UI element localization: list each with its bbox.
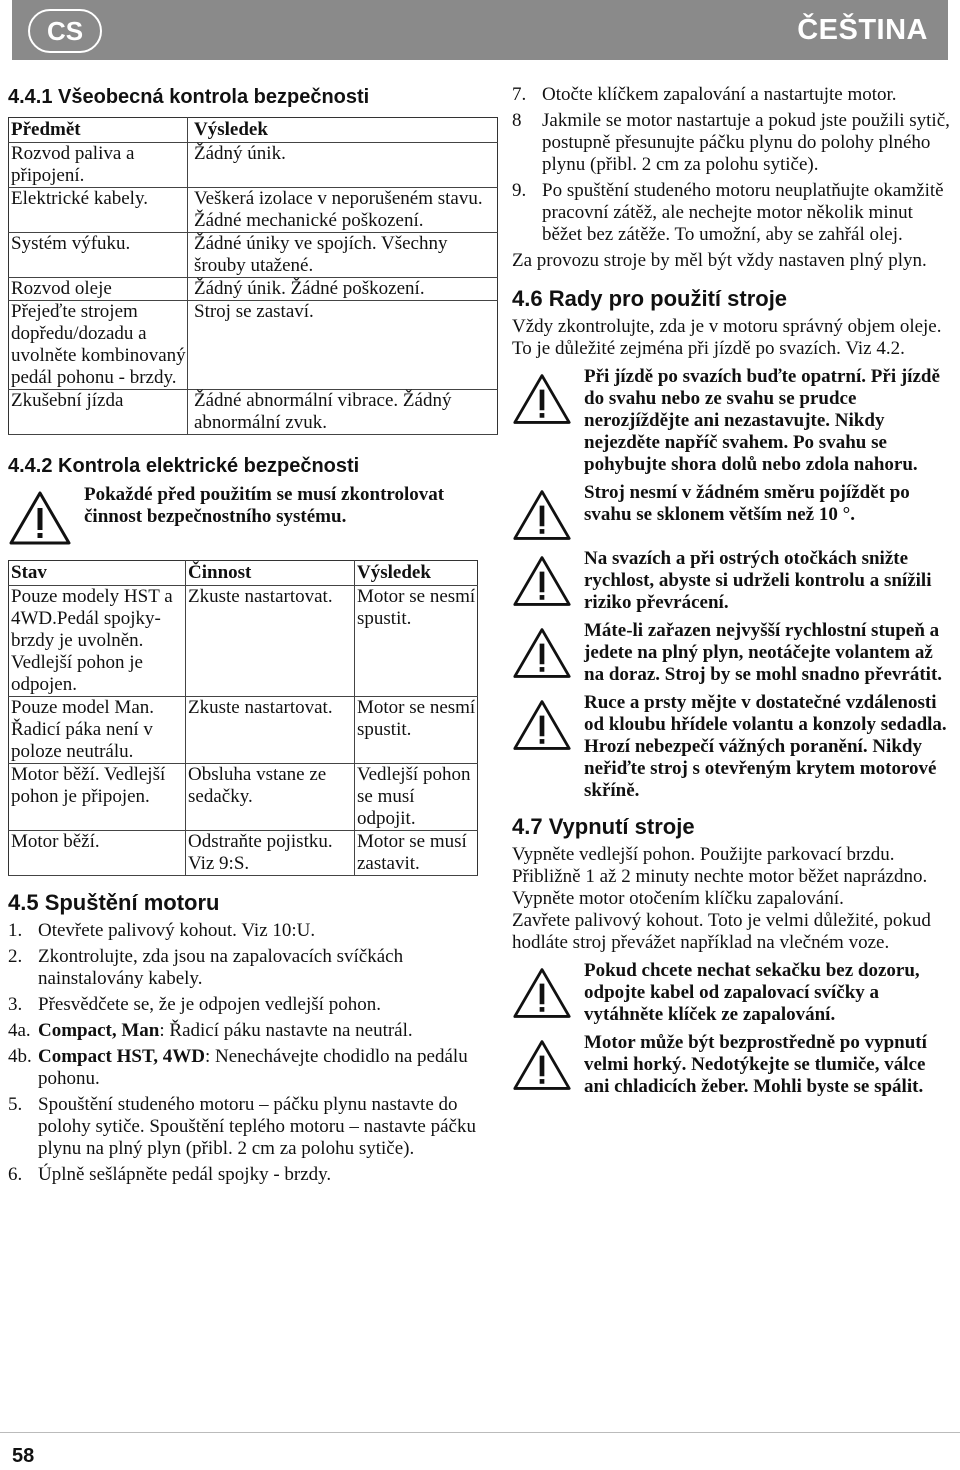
language-badge: CS bbox=[28, 9, 102, 53]
table-cell: Motor běží. Vedlejší pohon je připojen. bbox=[9, 764, 186, 831]
warning-block bbox=[8, 484, 480, 546]
section-45-heading: 4.5 Spuštění motoru bbox=[8, 890, 220, 915]
start-engine-steps-continued bbox=[512, 84, 952, 246]
step-number: 3. bbox=[8, 994, 23, 1015]
step-text: : Nenechávejte chodidlo na pedálu pohonu. bbox=[38, 1046, 468, 1089]
language-title: ČEŠTINA bbox=[797, 14, 928, 46]
warning-text: Pokaždé před použitím se musí zkontrolovat činnost bezpečnostního systému. bbox=[84, 484, 445, 527]
table-row bbox=[9, 831, 478, 876]
warning-block bbox=[512, 960, 952, 1026]
table-header-row bbox=[9, 561, 478, 586]
footer-divider bbox=[0, 1432, 960, 1433]
paragraph: Zavřete palivový kohout. Toto je velmi důležité, pokud hodláte stroj převážet například na vlečném voze. bbox=[512, 910, 931, 953]
table-cell: Stroj se zastaví. bbox=[188, 301, 498, 390]
warning-text: Máte-li zařazen nejvyšší rychlostní stupeň a jedete na plný plyn, neotáčejte volantem až na doraz. Stroj by se mohl snadno převrátit. bbox=[584, 620, 943, 685]
table-row bbox=[9, 697, 478, 764]
step-text: Jakmile se motor nastartuje a pokud jste použili sytič, postupně přesunujte páčku plynu do polohy plného plynu (přibl. 2 cm za polohu sytiče). bbox=[542, 110, 950, 175]
table-cell: Žádné abnormální vibrace. Žádný abnormální zvuk. bbox=[188, 390, 498, 435]
warning-icon bbox=[512, 966, 572, 1020]
list-item bbox=[512, 110, 952, 176]
column-header: Předmět bbox=[9, 118, 188, 143]
start-engine-steps bbox=[8, 920, 480, 1186]
warning-icon bbox=[8, 490, 72, 546]
step-number: 1. bbox=[8, 920, 23, 941]
table-header-row bbox=[9, 118, 498, 143]
right-column bbox=[512, 82, 952, 1102]
table-cell: Žádný únik. bbox=[188, 143, 498, 188]
table-cell: Vedlejší pohon se musí odpojit. bbox=[355, 764, 478, 831]
warning-text: Na svazích a při ostrých otočkách snižte rychlost, abyste si udrželi kontrolu a snížili riziko převrácení. bbox=[584, 548, 932, 613]
table-cell: Obsluha vstane ze sedačky. bbox=[186, 764, 355, 831]
table-cell: Motor se musí zastavit. bbox=[355, 831, 478, 876]
column-header: Činnost bbox=[186, 561, 355, 586]
step-text: Otevřete palivový kohout. Viz 10:U. bbox=[38, 920, 316, 941]
step-text: Úplně sešlápněte pedál spojky - brzdy. bbox=[38, 1164, 332, 1185]
table-row bbox=[9, 188, 498, 233]
table-cell: Zkušební jízda bbox=[9, 390, 188, 435]
column-header: Stav bbox=[9, 561, 186, 586]
table-cell: Pouze model Man. Řadicí páka není v poloze neutrálu. bbox=[9, 697, 186, 764]
table-row bbox=[9, 586, 478, 697]
step-bold: Compact, Man bbox=[38, 1020, 160, 1041]
table-cell: Elektrické kabely. bbox=[9, 188, 188, 233]
warning-icon bbox=[512, 554, 572, 608]
warning-text: Ruce a prsty mějte v dostatečné vzdálenosti od kloubu hřídele volantu a konzoly sedadla. Hrozí nebezpečí vážných poranění. Nikdy neřiďte stroj s otevřeným krytem motorové skříně. bbox=[584, 692, 947, 801]
table-cell: Motor běží. bbox=[9, 831, 186, 876]
column-header: Výsledek bbox=[188, 118, 498, 143]
page-header bbox=[12, 0, 948, 60]
list-item bbox=[512, 84, 952, 106]
warning-block bbox=[512, 548, 952, 614]
table-row bbox=[9, 233, 498, 278]
table-cell: Zkuste nastartovat. bbox=[186, 697, 355, 764]
warning-block bbox=[512, 366, 952, 476]
step-text: Přesvědčete se, že je odpojen vedlejší pohon. bbox=[38, 994, 381, 1015]
step-text: : Řadicí páku nastavte na neutrál. bbox=[159, 1020, 413, 1041]
step-number: 9. bbox=[512, 180, 527, 201]
warning-block bbox=[512, 692, 952, 802]
section-46-heading: 4.6 Rady pro použití stroje bbox=[512, 286, 788, 311]
table-row bbox=[9, 764, 478, 831]
table-cell: Motor se nesmí spustit. bbox=[355, 697, 478, 764]
table-cell: Přejeďte strojem dopředu/dozadu a uvolněte kombinovaný pedál pohonu - brzdy. bbox=[9, 301, 188, 390]
table-cell: Systém výfuku. bbox=[9, 233, 188, 278]
list-item bbox=[8, 1046, 480, 1090]
section-441-heading: 4.4.1 Všeobecná kontrola bezpečnosti bbox=[8, 86, 370, 108]
step-text: Po spuštění studeného motoru neuplatňujte okamžitě pracovní zátěž, ale nechejte motor několik minut běžet bez zátěže. To umožní, aby se zahřál olej. bbox=[542, 180, 944, 245]
table-row bbox=[9, 301, 498, 390]
list-item bbox=[512, 180, 952, 246]
step-bold: Compact HST, 4WD bbox=[38, 1046, 205, 1067]
list-item bbox=[8, 1020, 480, 1042]
step-text: Otočte klíčkem zapalování a nastartujte motor. bbox=[542, 84, 897, 105]
electrical-safety-table bbox=[8, 560, 478, 876]
general-safety-table bbox=[8, 117, 498, 435]
warning-icon bbox=[512, 488, 572, 542]
table-cell: Pouze modely HST a 4WD.Pedál spojky-brzdy je uvolněn. Vedlejší pohon je odpojen. bbox=[9, 586, 186, 697]
paragraph: Vždy zkontrolujte, zda je v motoru správný objem oleje. To je důležité zejména při jízdě po svazích. Viz 4.2. bbox=[512, 316, 942, 359]
list-item bbox=[8, 920, 480, 942]
warning-text: Při jízdě po svazích buďte opatrní. Při jízdě do svahu nebo ze svahu se prudce nerozjíždějte ani nezastavujte. Nikdy nejezděte napříč svahem. Po svahu se pohybujte shora dolů nebo zdola nahoru. bbox=[584, 366, 940, 475]
step-number: 2. bbox=[8, 946, 23, 967]
table-row bbox=[9, 390, 498, 435]
paragraph: Za provozu stroje by měl být vždy nastaven plný plyn. bbox=[512, 250, 927, 271]
warning-block bbox=[512, 620, 952, 686]
table-cell: Motor se nesmí spustit. bbox=[355, 586, 478, 697]
left-column bbox=[8, 82, 483, 1190]
list-item bbox=[8, 994, 480, 1016]
list-item bbox=[8, 1164, 480, 1186]
table-cell: Rozvod paliva a připojení. bbox=[9, 143, 188, 188]
warning-icon bbox=[512, 1038, 572, 1092]
step-number: 7. bbox=[512, 84, 527, 105]
table-cell: Veškerá izolace v neporušeném stavu. Žádné mechanické poškození. bbox=[188, 188, 498, 233]
warning-icon bbox=[512, 698, 572, 752]
step-number: 6. bbox=[8, 1164, 23, 1185]
step-number: 4a. bbox=[8, 1020, 31, 1041]
table-row bbox=[9, 278, 498, 301]
table-cell: Rozvod oleje bbox=[9, 278, 188, 301]
column-header: Výsledek bbox=[355, 561, 478, 586]
step-number: 5. bbox=[8, 1094, 23, 1115]
section-47-heading: 4.7 Vypnutí stroje bbox=[512, 814, 695, 839]
table-cell: Odstraňte pojistku. Viz 9:S. bbox=[186, 831, 355, 876]
warning-block bbox=[512, 1032, 952, 1098]
table-cell: Zkuste nastartovat. bbox=[186, 586, 355, 697]
step-number: 4b. bbox=[8, 1046, 32, 1067]
step-text: Zkontrolujte, zda jsou na zapalovacích svíčkách nainstalovány kabely. bbox=[38, 946, 404, 989]
list-item bbox=[8, 946, 480, 990]
warning-text: Stroj nesmí v žádném směru pojíždět po svahu se sklonem větším než 10 °. bbox=[584, 482, 910, 525]
step-number: 8 bbox=[512, 110, 522, 131]
warning-block bbox=[512, 482, 952, 542]
step-text: Spouštění studeného motoru – páčku plynu nastavte do polohy sytiče. Spouštění teplého motoru – nastavte páčku plynu na plný plyn (přibl. 2 cm za polohu sytiče). bbox=[38, 1094, 476, 1159]
paragraph: Přibližně 1 až 2 minuty nechte motor běžet naprázdno. Vypněte motor otočením klíčku zapalování. bbox=[512, 866, 928, 909]
warning-icon bbox=[512, 372, 572, 426]
section-442-heading: 4.4.2 Kontrola elektrické bezpečnosti bbox=[8, 455, 360, 477]
warning-text: Motor může být bezprostředně po vypnutí velmi horký. Nedotýkejte se tlumiče, válce ani chladicích žeber. Mohli byste se spálit. bbox=[584, 1032, 927, 1097]
paragraph: Vypněte vedlejší pohon. Použijte parkovací brzdu. bbox=[512, 844, 895, 865]
list-item bbox=[8, 1094, 480, 1160]
table-cell: Žádné úniky ve spojích. Všechny šrouby utažené. bbox=[188, 233, 498, 278]
table-cell: Žádný únik. Žádné poškození. bbox=[188, 278, 498, 301]
page-number: 58 bbox=[12, 1445, 35, 1467]
warning-text: Pokud chcete nechat sekačku bez dozoru, odpojte kabel od zapalovací svíčky a vytáhněte klíček ze zapalování. bbox=[584, 960, 920, 1025]
warning-icon bbox=[512, 626, 572, 680]
table-row bbox=[9, 143, 498, 188]
